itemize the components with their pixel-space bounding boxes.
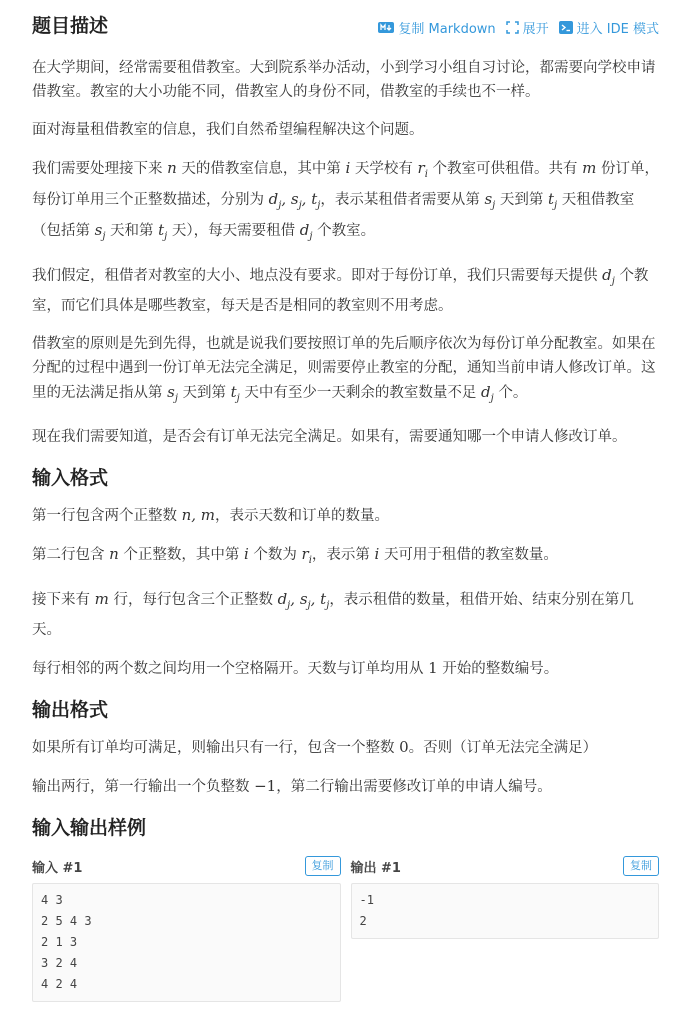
input-paragraph-3: 接下来有 m 行，每行包含三个正整数 $d_j$, $s_j$, $t_j$，表示租借的数量，租借开始、结束分别在第几天。 [32, 590, 634, 638]
sample-output-header [351, 853, 660, 879]
expand-button[interactable] [506, 18, 549, 37]
text: 输出两行，第一行输出一个负整数 [32, 779, 250, 795]
text: 份订单，每份订单用三个正整数描述，分别为 [32, 161, 659, 208]
text: 如果所有订单均可满足，则输出只有一行，包含一个整数 [32, 740, 395, 756]
copy-markdown-button[interactable] [378, 18, 495, 37]
input-format-title: 输入格式 [32, 467, 109, 489]
input-paragraph-2: 第二行包含 n 个正整数，其中第 i 个数为 $r_i$，表示第 i 天可用于租借的教室数量。 [32, 545, 558, 566]
text: 天可用于租借的教室数量。 [383, 547, 558, 563]
copy-input-button[interactable]: 复制 [305, 856, 341, 876]
text: ，表示第 [311, 547, 370, 563]
markdown-icon [378, 22, 394, 33]
input-paragraph-1: 第一行包含两个正整数 n, m，表示天数和订单的数量。 [32, 506, 390, 524]
desc-paragraph-6: 现在我们需要知道，是否会有订单无法完全满足。如果有，需要通知哪一个申请人修改订单。 [32, 429, 627, 445]
text: 借教室的原则是先到先得，也就是说我们要按照订单的先后顺序依次为每份订单分配教室。如果在分配的过程中遇到一份订单无法完全满足，则需要停止教室的分配，通知当前申请人修改订单。这里的无法满足指从第 [32, 336, 656, 401]
sample-input [32, 853, 341, 1002]
text: 天租借教室（包括第 [32, 192, 635, 239]
copy-markdown-label: 复制 Markdown [398, 22, 496, 37]
ide-mode-button[interactable] [559, 18, 659, 37]
samples-container [32, 853, 659, 1002]
desc-paragraph-4: 我们假定，租借者对教室的大小、地点没有要求。即对于每份订单，我们只需要每天提供 $d_j$ 个教室，而它们具体是哪些教室，每天是否是相同的教室则不用考虑。 [32, 266, 649, 314]
text: 天的借教室信息，其中第 [181, 161, 341, 177]
text: 天到第 [499, 192, 544, 208]
sample-input-header [32, 853, 341, 879]
sample-output-title: 输出 #1 [350, 860, 401, 876]
math-number: −1 [254, 777, 277, 795]
text: 个。 [498, 385, 528, 401]
text: 我们需要处理接下来 [32, 161, 163, 177]
output-paragraph-2 [32, 774, 659, 799]
math-number: 0 [399, 738, 409, 756]
sample-output-code: -1 2 [351, 883, 660, 939]
copy-output-button[interactable]: 复制 [623, 856, 659, 876]
ide-mode-label: 进入 IDE 模式 [576, 22, 659, 37]
text: 个教室可供租借。共有 [432, 161, 578, 177]
samples-title: 输入输出样例 [32, 817, 147, 839]
text: 第一行包含两个正整数 [32, 508, 177, 524]
text: 。否则（订单无法完全满足） [408, 740, 598, 756]
input-paragraph-4 [32, 656, 659, 681]
text: ，表示天数和订单的数量。 [215, 508, 390, 524]
sample-output [351, 853, 660, 1002]
text: ，第二行输出需要修改订单的申请人编号。 [276, 779, 552, 795]
text: 天学校有 [354, 161, 413, 177]
text: 个教室，而它们具体是哪些教室，每天是否是相同的教室则不用考虑。 [32, 268, 649, 314]
expand-label: 展开 [522, 22, 549, 37]
text: 我们假定，租借者对教室的大小、地点没有要求。即对于每份订单，我们只需要每天提供 [32, 268, 598, 284]
text: ，表示某租借者需要从第 [320, 192, 480, 208]
text: 天中有至少一天剩余的教室数量不足 [244, 385, 477, 401]
description-header [32, 0, 659, 56]
expand-icon [506, 21, 519, 34]
text: 行，每行包含三个正整数 [113, 592, 273, 608]
output-format-title: 输出格式 [32, 699, 109, 721]
text: 个教室。 [317, 223, 376, 239]
text: 第二行包含 [32, 547, 105, 563]
text: 接下来有 [32, 592, 90, 608]
desc-paragraph-3: 我们需要处理接下来 n 天的借教室信息，其中第 i 天学校有 $r_i$ 个教室可供租借。共有 m 份订单，每份订单用三个正整数描述，分别为 $d_j$, $s_j$, $t_j$，表示某租借者需要从第 $s_j$ 天到第 $t_j$ 天租借教室（包括第 $s_j$ 天和第 $t_j$ 天），每天需要租借 $d_j$ 个教室。 [32, 159, 659, 242]
text: 个数为 [253, 547, 297, 563]
text: ，表示租借的数量，租借开始、结束分别在第几天。 [32, 592, 634, 638]
terminal-icon [559, 21, 573, 34]
text: 天），每天需要租借 [171, 223, 296, 239]
text: 每行相邻的两个数之间均用一个空格隔开。天数与订单均用从 [32, 661, 424, 677]
desc-paragraph-5: 借教室的原则是先到先得，也就是说我们要按照订单的先后顺序依次为每份订单分配教室。如果在分配的过程中遇到一份订单无法完全满足，则需要停止教室的分配，通知当前申请人修改订单。这里的无法满足指从第 $s_j$ 天到第 $t_j$ 天中有至少一天剩余的教室数量不足 $d_j$ 个。 [32, 336, 656, 404]
sample-input-code: 4 3 2 5 4 3 2 1 3 3 2 4 4 2 4 [32, 883, 341, 1002]
description-title: 题目描述 [32, 15, 109, 37]
desc-paragraph-1: 在大学期间，经常需要租借教室。大到院系举办活动，小到学习小组自习讨论，都需要向学校申请借教室。教室的大小功能不同，借教室人的身份不同，借教室的手续也不一样。 [32, 60, 656, 100]
text: 开始的整数编号。 [442, 661, 559, 677]
output-paragraph-1 [32, 735, 659, 760]
text: 个正整数，其中第 [123, 547, 240, 563]
text: 天到第 [182, 385, 227, 401]
sample-input-title: 输入 #1 [32, 860, 83, 876]
text: 天和第 [110, 223, 154, 239]
toolbar [378, 18, 659, 37]
math-number: 1 [428, 659, 438, 677]
desc-paragraph-2: 面对海量租借教室的信息，我们自然希望编程解决这个问题。 [32, 122, 424, 138]
